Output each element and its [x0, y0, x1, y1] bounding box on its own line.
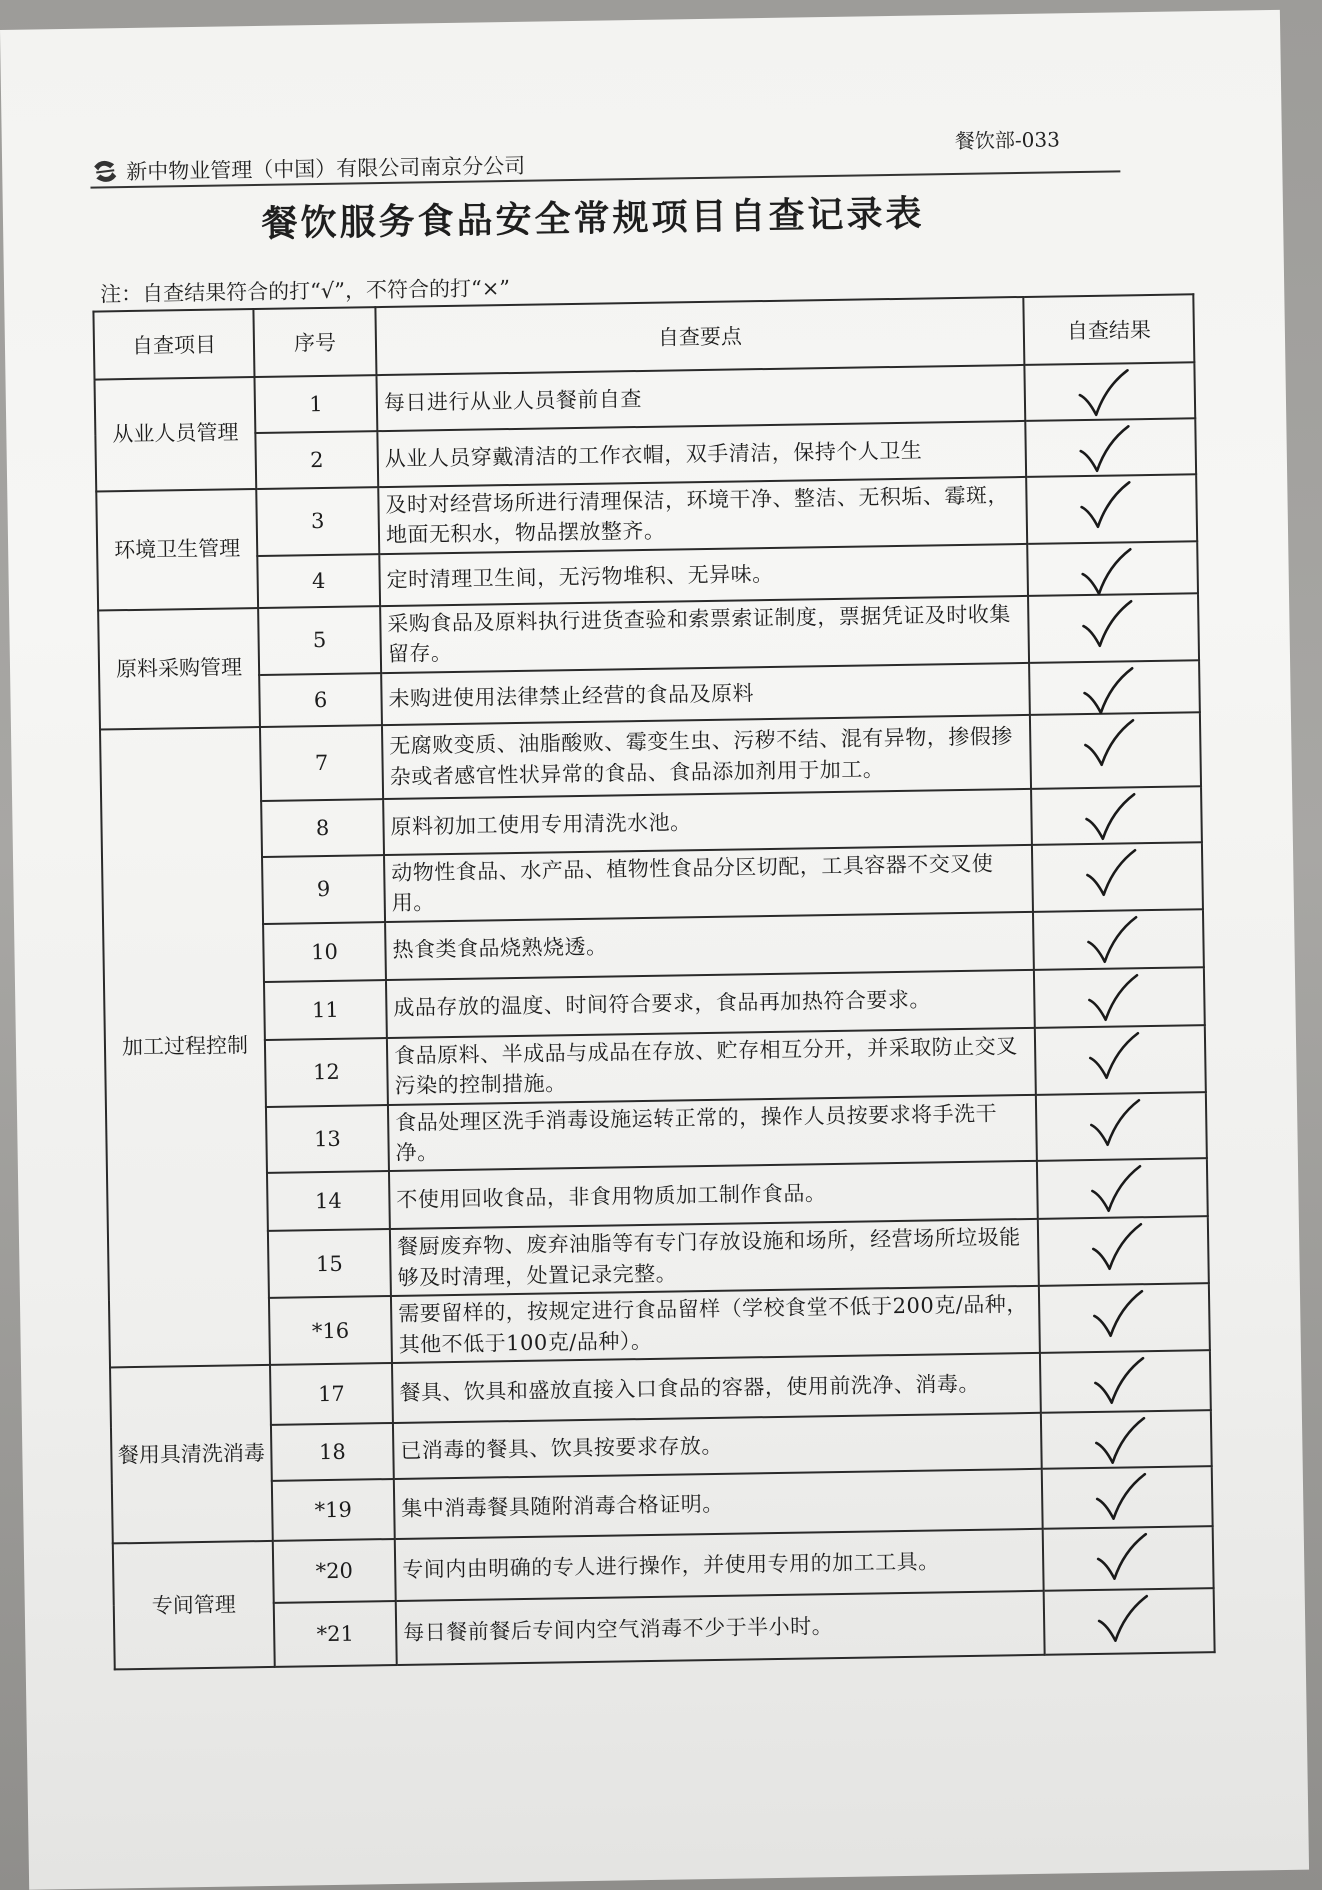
category-cell: 原料采购管理 [98, 608, 260, 729]
checkmark-icon [1079, 599, 1136, 652]
point-cell: 餐具、饮具和盛放直接入口食品的容器，使用前洗净、消毒。 [392, 1353, 1041, 1423]
point-cell: 集中消毒餐具随附消毒合格证明。 [394, 1469, 1043, 1539]
page-title: 餐饮服务食品安全常规项目自查记录表 [261, 192, 925, 245]
point-cell: 定时清理卫生间，无污物堆积、无异味。 [379, 544, 1028, 606]
point-cell: 专间内由明确的专人进行操作，并使用专用的加工工具。 [395, 1529, 1044, 1601]
checkmark-icon [1076, 424, 1133, 477]
result-cell [1034, 967, 1205, 1028]
result-cell [1039, 1283, 1210, 1353]
category-cell: 从业人员管理 [95, 377, 257, 491]
header-point: 自查要点 [375, 297, 1024, 375]
result-cell [1030, 712, 1201, 789]
number-cell: 3 [256, 487, 379, 556]
company-logo-icon [90, 158, 120, 184]
category-cell: 环境卫生管理 [96, 489, 258, 610]
self-check-table [92, 293, 1215, 1670]
number-cell: *19 [272, 1479, 395, 1541]
result-cell [1026, 474, 1197, 544]
checkmark-icon [1093, 1472, 1150, 1525]
checkmark-icon [1091, 1356, 1148, 1409]
point-cell: 动物性食品、水产品、植物性食品分区切配，工具容器不交叉使用。 [384, 845, 1033, 922]
number-cell: 2 [255, 431, 378, 489]
result-cell [1041, 1410, 1212, 1469]
header-category: 自查项目 [93, 309, 254, 380]
number-cell: 13 [266, 1105, 389, 1174]
number-cell: 12 [265, 1038, 388, 1107]
number-cell: 7 [260, 725, 383, 801]
checkmark-icon [1092, 1416, 1149, 1469]
number-cell: 9 [262, 855, 385, 924]
point-cell: 及时对经营场所进行清理保洁，环境干净、整洁、无积垢、霉斑，地面无积水，物品摆放整齐。 [378, 477, 1027, 554]
point-cell: 食品处理区洗手消毒设施运转正常的，操作人员按要求将手洗干净。 [388, 1094, 1037, 1171]
point-cell: 成品存放的温度、时间符合要求，食品再加热符合要求。 [386, 970, 1035, 1038]
checkmark-icon [1089, 1223, 1146, 1276]
result-cell [1024, 362, 1195, 421]
point-cell: 未购进使用法律禁止经营的食品及原料 [381, 663, 1030, 725]
point-cell: 每日进行从业人员餐前自查 [376, 365, 1025, 431]
number-cell: *20 [273, 1539, 396, 1603]
category-cell: 餐用具清洗消毒 [110, 1365, 273, 1543]
checkmark-icon [1084, 915, 1141, 968]
result-cell [1032, 842, 1203, 912]
point-cell: 无腐败变质、油脂酸败、霉变生虫、污秽不结、混有异物，掺假掺杂或者感官性状异常的食品、食品添加剂用于加工。 [382, 715, 1031, 799]
point-cell: 食品原料、半成品与成品在存放、贮存相互分开，并采取防止交叉污染的控制措施。 [387, 1027, 1036, 1104]
header-result: 自查结果 [1023, 294, 1194, 365]
point-cell: 已消毒的餐具、饮具按要求存放。 [393, 1413, 1042, 1479]
company-name-text: 新中物业管理（中国）有限公司南京分公司 [126, 153, 526, 185]
result-cell [1031, 786, 1202, 845]
result-cell [1043, 1526, 1214, 1591]
number-cell: 11 [264, 980, 387, 1040]
result-cell [1028, 593, 1199, 663]
checkmark-icon [1095, 1594, 1152, 1647]
result-cell [1038, 1217, 1209, 1287]
checkmark-icon [1087, 1098, 1144, 1151]
result-cell [1042, 1466, 1213, 1529]
number-cell: 5 [258, 606, 381, 675]
checkmark-icon [1085, 973, 1142, 1026]
instruction-note: 注：自查结果符合的打“√”，不符合的打“×” [99, 276, 511, 307]
number-cell: 10 [263, 922, 386, 982]
category-cell: 加工过程控制 [100, 727, 270, 1368]
result-cell [1037, 1159, 1208, 1220]
checkmark-icon [1077, 480, 1134, 533]
number-cell: 18 [271, 1423, 394, 1481]
number-cell: 14 [267, 1171, 390, 1231]
result-cell [1035, 1025, 1206, 1095]
number-cell: *16 [269, 1296, 392, 1365]
checkmark-icon [1090, 1289, 1147, 1342]
checkmark-icon [1081, 718, 1138, 771]
number-cell: 15 [268, 1229, 391, 1298]
result-cell [1033, 909, 1204, 970]
checkmark-icon [1083, 848, 1140, 901]
number-cell: 4 [257, 554, 380, 608]
result-cell [1044, 1588, 1215, 1655]
result-cell [1040, 1350, 1211, 1413]
checkmark-icon [1075, 368, 1132, 421]
result-cell [1025, 418, 1196, 477]
checkmark-icon [1082, 792, 1139, 845]
checkmark-icon [1088, 1165, 1145, 1218]
number-cell: *21 [274, 1601, 397, 1667]
point-cell: 热食类食品烧熟烧透。 [385, 912, 1034, 980]
number-cell: 8 [261, 799, 384, 857]
checkmark-icon [1080, 666, 1137, 719]
checkmark-icon [1078, 547, 1135, 600]
document-code: 餐饮部-033 [954, 127, 1061, 154]
result-cell [1029, 660, 1200, 715]
point-cell: 原料初加工使用专用清洗水池。 [383, 789, 1032, 855]
paper-sheet [0, 10, 1309, 1890]
point-cell: 不使用回收食品，非食用物质加工制作食品。 [389, 1161, 1038, 1229]
point-cell: 需要留样的，按规定进行食品留样（学校食堂不低于200克/品种，其他不低于100克/品种）。 [391, 1286, 1040, 1363]
point-cell: 采购食品及原料执行进货查验和索票索证制度，票据凭证及时收集留存。 [380, 596, 1029, 673]
point-cell: 每日餐前餐后专间内空气消毒不少于半小时。 [396, 1591, 1045, 1665]
checkmark-icon [1086, 1031, 1143, 1084]
number-cell: 6 [259, 673, 382, 727]
number-cell: 1 [254, 375, 377, 433]
result-cell [1036, 1092, 1207, 1162]
number-cell: 17 [270, 1363, 393, 1425]
result-cell [1027, 541, 1198, 596]
checkmark-icon [1094, 1532, 1151, 1585]
point-cell: 餐厨废弃物、废弃油脂等有专门存放设施和场所，经营场所垃圾能够及时清理，处置记录完整。 [390, 1219, 1039, 1296]
header-number: 序号 [253, 307, 376, 377]
point-cell: 从业人员穿戴清洁的工作衣帽，双手清洁，保持个人卫生 [377, 421, 1026, 487]
category-cell: 专间管理 [113, 1541, 275, 1669]
